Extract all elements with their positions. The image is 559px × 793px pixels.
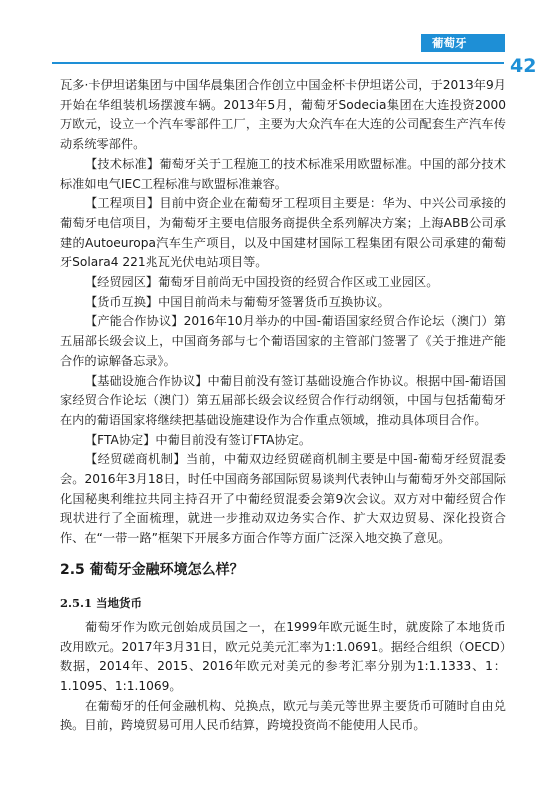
body-paragraph-currency-swap: 【货币互换】中国目前尚未与葡萄牙签署货币互换协议。 [85, 294, 390, 309]
body-paragraph-technical-standards: 【技术标准】葡萄牙关于工程施工的技术标准采用欧盟标准。中国的部分技术标准如电气IEC工程标准与欧盟标准兼容。 [60, 156, 506, 191]
page-number: 42 [510, 55, 537, 77]
section-heading: 2.5 葡萄牙金融环境怎么样？ [60, 561, 244, 578]
body-paragraph-fta: 【FTA协定】中葡目前没有签订FTA协定。 [85, 432, 312, 447]
body-paragraph-capacity-cooperation: 【产能合作协议】2016年10月举办的中国-葡语国家经贸合作论坛（澳门）第五届部长级会议上，中国商务部与七个葡语国家的主管部门签署了《关于推进产能合作的谅解备忘录》。 [60, 314, 506, 368]
body-paragraph-engineering-projects: 【工程项目】目前中资企业在葡萄牙工程项目主要是：华为、中兴公司承接的葡萄牙电信项目，为葡萄牙主要电信服务商提供全系列解决方案；上海ABB公司承建的Autoeuropa汽车生产项目，以及中国建材国际工程集团有限公司承建的葡萄牙Solara4 221兆瓦光伏电站项目等。 [60, 196, 506, 270]
body-paragraph-euro: 葡萄牙作为欧元创始成员国之一，在1999年欧元诞生时，就废除了本地货币改用欧元。2017年3月31日，欧元兑美元汇率为1:1.0691。据经合组织（OECD）数据，2014年、2015、2016年欧元对美元的参考汇率分别为1:1.1333、1：1.1095、1:1.1069。 [60, 619, 506, 693]
body-paragraph-exchange: 在葡萄牙的任何金融机构、兑换点，欧元与美元等世界主要货币可随时自由兑换。目前，跨境贸易可用人民币结算，跨境投资尚不能使用人民币。 [60, 698, 506, 733]
running-header-title: 葡萄牙 [432, 36, 467, 50]
body-paragraph-consultation-mechanism: 【经贸磋商机制】当前，中葡双边经贸磋商机制主要是中国-葡萄牙经贸混委会。2016年3月18日，时任中国商务部国际贸易谈判代表钟山与葡萄牙外交部国际化国秘奥利维拉共同主持召开了中葡经贸混委会第9次会议。双方对中葡经贸合作现状进行了全面梳理，就进一步推动双边务实合作、扩大双边贸易、深化投资合作、在“一带一路”框架下开展多方面合作等方面广泛深入地交换了意见。 [60, 452, 506, 546]
subsection-heading: 2.5.1 当地货币 [60, 595, 143, 610]
page-body [60, 76, 506, 736]
body-paragraph-infrastructure: 【基础设施合作协议】中葡目前没有签订基础设施合作协议。根据中国-葡语国家经贸合作论坛（澳门）第五届部长级会议经贸合作行动纲领，中国与包括葡萄牙在内的葡语国家将继续把基础设施建设作为合作重点领域，推动具体项目合作。 [60, 373, 506, 427]
body-paragraph: 瓦多·卡伊坦诺集团与中国华晨集团合作创立中国金杯卡伊坦诺公司，于2013年9月开始在华组装机场摆渡车辆。2013年5月，葡萄牙Sodecia集团在大连投资2000万欧元，设立一个汽车零部件工厂，主要为大众汽车在大连的公司配套生产汽车传动系统零部件。 [60, 78, 506, 152]
body-paragraph-trade-zones: 【经贸园区】葡萄牙目前尚无中国投资的经贸合作区或工业园区。 [85, 275, 439, 290]
header-rule [52, 62, 504, 64]
